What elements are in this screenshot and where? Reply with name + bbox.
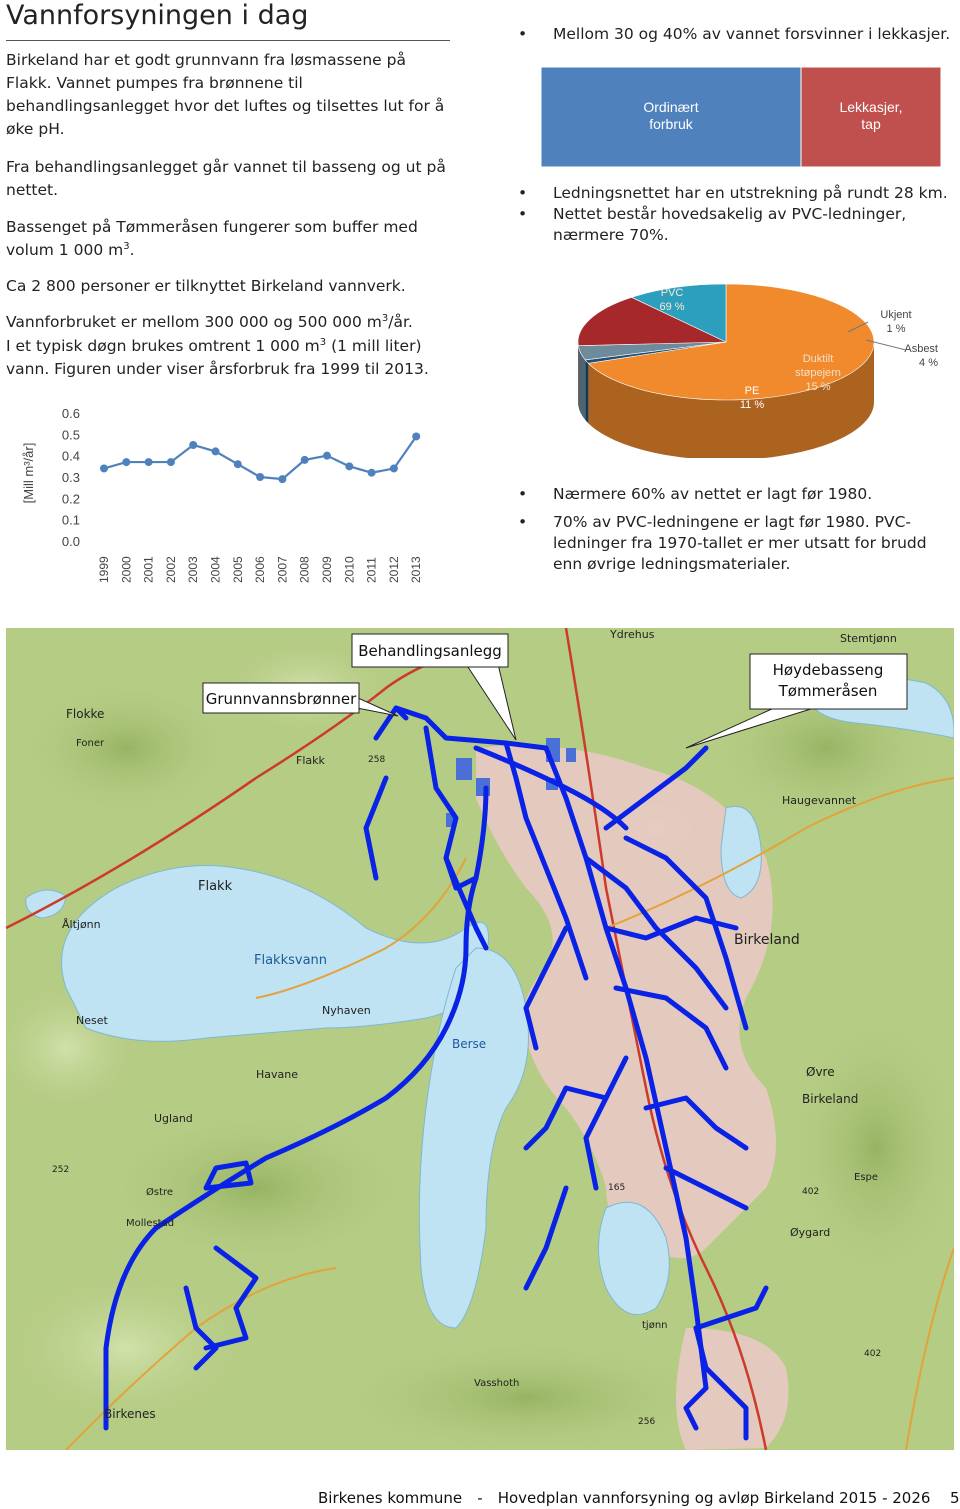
place-ugland: Ugland [154,1112,193,1125]
x-tick-label: 2006 [253,556,268,583]
paragraph-consumption: Vannforbruket er mellom 300 000 og 500 000 $m^3/år$. I et typisk døgn brukes omtrent 1 000 $m^3$ (1 mill liter) vann. Figuren under viser årsforbruk fra 1999 til 2013. [6,312,429,378]
data-point [368,469,376,477]
x-tick-label: 2009 [320,556,334,583]
x-tick-label: 2010 [342,556,357,583]
place-stemtjonn: Stemtjønn [840,632,897,645]
callout-reservoir-label-2: Tømmeråsen [778,682,878,700]
consumption-line-chart [0,395,460,595]
data-point [256,473,264,481]
place-mollestad: Mollestad [126,1218,175,1229]
x-tick-label: 2005 [230,556,245,583]
place-ostre: Østre [146,1187,174,1198]
paragraph-reservoir: Bassenget på Tømmeråsen fungerer som buffer med volum 1 000 $m^3$. [6,218,418,259]
bullet-list-leakage [518,24,958,45]
y-tick-label: 0.5 [61,427,80,443]
pie-slice-label: støpejern [795,367,841,379]
road-256: 256 [638,1417,656,1427]
segment-label: tap [861,116,881,132]
place-havane: Havane [256,1068,299,1081]
y-tick-label: 0.0 [61,534,80,549]
x-tick-label: 2008 [297,556,312,583]
paragraph-treatment: Fra behandlingsanlegget går vannet til basseng og ut på nettet. [6,158,446,199]
data-point [390,464,398,472]
callout-wells-label: Grunnvannsbrønner [205,690,357,708]
data-point [278,475,286,483]
place-ydrehus: Ydrehus [610,628,655,641]
data-point [189,441,197,449]
leakage-stacked-bar [540,66,942,168]
segment-label: Lekkasjer, [839,99,903,115]
data-point [122,458,130,466]
pie-slice-label: Asbest [904,343,938,355]
data-point [301,456,309,464]
pie-slice-side [585,360,588,423]
road-402: 402 [802,1187,820,1197]
paragraph-population: Ca 2 800 personer er tilknyttet Birkeland vannverk. [6,277,406,295]
bullet-age-1980: • Nærmere 60% av nettet er lagt før 1980. [518,484,958,505]
segment-label: Ordinært [643,99,699,115]
data-point [212,447,220,455]
road-165: 165 [608,1183,626,1193]
y-tick-label: 0.2 [61,491,80,507]
x-tick-label: 2000 [119,556,134,583]
pie-slice-value: 11 % [739,399,765,411]
callout-reservoir-label-1: Høydebasseng [772,661,884,679]
pie-slice-value: 69 % [659,301,685,313]
pie-slice-label: PE [744,385,760,397]
bullet-network-length: • Ledningsnettet har en utstrekning på rundt 28 km. [518,183,958,204]
y-tick-label: 0.3 [61,470,80,485]
place-birkeland: Birkeland [734,932,800,948]
place-haugevannet: Haugevannet [782,794,857,807]
x-tick-label: 2003 [186,556,201,583]
callout-treatment-label: Behandlingsanlegg [358,642,502,660]
pie-slice-label: Ukjent [880,309,912,321]
pie-slice-label: PVC [660,287,684,299]
y-tick-label: 0.1 [61,512,80,528]
data-point [145,458,153,466]
place-berse: Berse [452,1037,487,1051]
bullet-list-network [518,183,958,246]
x-tick-label: 2013 [409,556,424,583]
title-rule [6,40,450,41]
network-map [6,628,954,1450]
footer-separator: - [477,1489,483,1507]
place-nyhaven: Nyhaven [322,1004,371,1017]
bullet-leakage: • Mellom 30 og 40% av vannet forsvinner i lekkasjer. [518,24,958,45]
pie-slice-value: 4 % [919,357,938,369]
x-tick-label: 2001 [141,556,156,583]
data-point [323,452,331,460]
place-birkeland-2: Birkeland [802,1092,859,1106]
x-tick-label: 2011 [364,557,379,583]
place-flakksvann: Flakksvann [254,953,328,968]
x-tick-label: 1999 [97,556,111,583]
bullet-pvc-share: • Nettet består hovedsakelig av PVC-ledninger, nærmere 70%. [518,204,958,246]
place-neset: Neset [76,1014,108,1027]
data-point [234,460,242,468]
place-tjonn: tjønn [642,1320,668,1331]
x-tick-label: 2004 [208,556,223,583]
pipe-material-pie-chart [566,278,956,458]
data-point [167,458,175,466]
data-point [100,464,108,472]
y-tick-label: 0.6 [61,406,80,421]
x-tick-label: 2012 [386,556,401,583]
paragraph-groundwater: Birkeland har et godt grunnvann fra løsmassene på Flakk. Vannet pumpes fra brønnene til behandlingsanlegget hvor det luftes og tilsettes lut for å øke pH. [6,51,445,138]
place-flakk: Flakk [198,879,233,894]
place-vasshoth: Vasshoth [474,1378,520,1389]
place-flokke: Flokke [66,707,105,721]
data-point [412,432,420,440]
bullet-list-age [518,484,958,575]
place-espe: Espe [854,1172,879,1183]
pie-slice-value: 1 % [886,323,906,335]
page-footer [318,1489,930,1507]
data-point [345,462,353,470]
page-number: 5 [950,1489,960,1507]
footer-organisation: Birkenes kommune [318,1489,463,1507]
footer-document-title: Hovedplan vannforsyning og avløp Birkeland 2015 - 2026 [497,1489,931,1507]
pie-slice-label: Duktilt [802,353,834,365]
road-402-b: 402 [864,1349,882,1359]
road-258: 258 [368,755,386,765]
x-tick-label: 2002 [163,556,178,583]
segment-label: forbruk [649,116,693,132]
bullet-pvc-age: • 70% av PVC-ledningene er lagt før 1980. PVC-ledninger fra 1970-tallet er mer utsatt for brudd enn øvrige ledningsmaterialer. [518,512,958,575]
y-axis-label: [Mill m³/år] [21,442,36,504]
pie-slice-value: 15 % [805,381,831,393]
page-title: Vannforsyningen i dag [6,0,309,31]
place-foner: Foner [76,738,105,749]
place-ovre: Øvre [806,1065,835,1079]
y-tick-label: 0.4 [61,448,80,464]
road-252: 252 [52,1165,70,1175]
x-tick-label: 2007 [275,556,290,583]
place-altjonn: Åltjønn [62,918,101,931]
place-birkenes: Birkenes [104,1407,156,1421]
place-flakk-small: Flakk [296,754,325,767]
place-oygard: Øygard [790,1226,831,1239]
